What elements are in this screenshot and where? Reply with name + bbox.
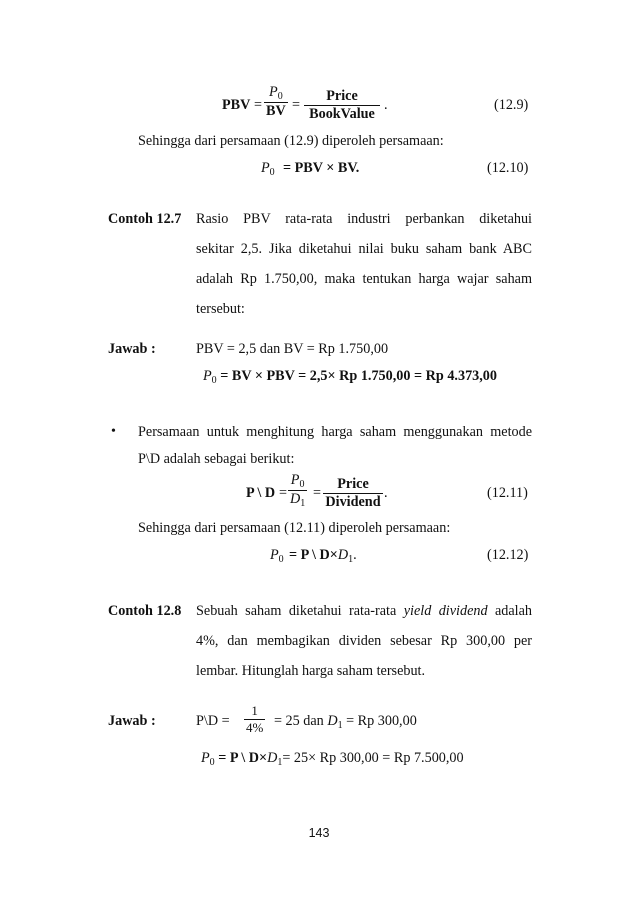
jawab-2-line-2 (201, 750, 464, 768)
eq-12-9-lhs: PBV (222, 97, 251, 113)
eq-12-9-p: P (269, 84, 278, 100)
sehingga-text-2: Sehingga dari persamaan (12.11) diperoleh persamaan: (138, 520, 451, 536)
contoh-12-7-line-1: Rasio PBV rata-rata industri perbankan diketahui (196, 211, 532, 227)
page-number: 143 (308, 826, 330, 840)
jawab-1-p-sub: 0 (211, 375, 217, 386)
eq-12-11-fraction-1 (288, 472, 307, 509)
jawab-2-line-2-rest: = 25× Rp 300,00 = Rp 7.500,00 (282, 750, 464, 766)
jawab-2-rest-b: = Rp 300,00 (346, 713, 417, 729)
jawab-2-line-2-d-sub: 1 (277, 757, 283, 768)
contoh-12-8-line-3: lembar. Hitunglah harga saham tersebut. (196, 663, 426, 679)
eq-12-11-dividend: Dividend (323, 493, 383, 511)
eq-12-11-fraction-2 (323, 476, 383, 511)
jawab-2-d-sub: 1 (337, 720, 343, 731)
bullet-line-1: Persamaan untuk menghitung harga saham menggunakan metode (138, 424, 532, 440)
eq-12-12-period: . (353, 547, 357, 563)
eq-12-9-p-sub: 0 (277, 91, 283, 102)
eq-12-9-number: (12.9) (494, 97, 529, 113)
eq-12-12-d: D (337, 547, 349, 563)
eq-12-10-p: P (261, 160, 270, 176)
eq-12-9-fraction-2 (304, 88, 380, 123)
jawab-2-line-2-pd: = P \ D× (218, 750, 268, 766)
contoh-12-8-line-1 (196, 596, 532, 626)
jawab-2-d: D (327, 713, 338, 729)
eq-12-11-lhs: P \ D (246, 485, 276, 501)
contoh-12-7-line-4: tersebut: (196, 301, 245, 317)
eq-12-11-p: P (290, 472, 300, 488)
eq-12-11-price: Price (337, 476, 369, 492)
eq-12-11-equals-2: = (313, 485, 322, 501)
jawab-2-p: P (201, 750, 210, 766)
eq-12-9-period: . (384, 97, 388, 113)
eq-12-10-lhs (261, 160, 275, 178)
eq-12-12-p-sub: 0 (278, 554, 284, 565)
jawab-1-line-1: PBV = 2,5 dan BV = Rp 1.750,00 (196, 341, 389, 357)
eq-12-10-number: (12.10) (487, 160, 529, 176)
eq-12-12-number: (12.12) (487, 547, 529, 563)
eq-12-12-d-sub: 1 (348, 554, 354, 565)
eq-12-9-bookvalue: BookValue (304, 105, 380, 123)
contoh-12-8-line-1-italic: yield dividend (403, 603, 488, 619)
contoh-12-8-line-1-b: adalah (494, 603, 533, 619)
eq-12-10-rhs: = PBV × BV. (283, 160, 360, 176)
jawab-2-rest-a: = 25 dan (274, 713, 324, 729)
jawab-1-p: P (203, 368, 212, 384)
eq-12-11-d-sub: 1 (300, 498, 306, 509)
jawab-2-line-2-d: D (267, 750, 278, 766)
jawab-2-p-sub: 0 (209, 757, 215, 768)
contoh-12-8-label: Contoh 12.8 (108, 603, 182, 619)
bullet-line-2: P\D adalah sebagai berikut: (138, 451, 295, 467)
jawab-2-line-1-rest (274, 713, 417, 731)
contoh-12-8-line-2: 4%, dan membagikan dividen sebesar Rp 300,00 per (196, 633, 532, 649)
eq-12-11-p-sub: 0 (299, 479, 305, 490)
eq-12-11-period: . (384, 485, 388, 501)
jawab-2-pd: P\D = (196, 713, 230, 729)
eq-12-9-price: Price (326, 88, 358, 104)
eq-12-12-pd: = P \ D× (289, 547, 338, 563)
eq-12-9-equals-2: = (292, 97, 301, 113)
contoh-12-7-line-3: adalah Rp 1.750,00, maka tentukan harga wajar saham (196, 271, 532, 287)
jawab-1-rhs: = BV × PBV = 2,5× Rp 1.750,00 = Rp 4.373,00 (220, 368, 497, 384)
eq-12-9-fraction-1 (264, 84, 288, 120)
eq-12-11-number: (12.11) (487, 485, 528, 501)
sehingga-text-1: Sehingga dari persamaan (12.9) diperoleh persamaan: (138, 133, 444, 149)
jawab-2-frac-den: 4% (246, 720, 264, 735)
jawab-2-fraction (244, 703, 265, 736)
contoh-12-8-line-1-a: Sebuah saham diketahui rata-rata (196, 603, 397, 619)
eq-12-11-equals: = (279, 485, 288, 501)
contoh-12-7-label: Contoh 12.7 (108, 211, 182, 227)
bullet-icon: • (111, 424, 116, 439)
contoh-12-7-line-2: sekitar 2,5. Jika diketahui nilai buku saham bank ABC (196, 241, 532, 257)
jawab-2-frac-num: 1 (251, 703, 258, 718)
eq-12-9-equals: = (254, 97, 263, 113)
jawab-2-label: Jawab : (108, 713, 156, 729)
eq-12-12-rhs (289, 547, 357, 565)
jawab-1-label: Jawab : (108, 341, 156, 357)
eq-12-10-p-sub: 0 (269, 167, 275, 178)
eq-12-12-p: P (270, 547, 279, 563)
eq-12-12-lhs (270, 547, 284, 565)
contoh-12-8-text (196, 596, 532, 686)
eq-12-9-bv: BV (266, 103, 286, 119)
jawab-1-line-2 (203, 368, 497, 386)
eq-12-11-d: D (290, 491, 301, 507)
contoh-12-7-text (196, 204, 532, 324)
